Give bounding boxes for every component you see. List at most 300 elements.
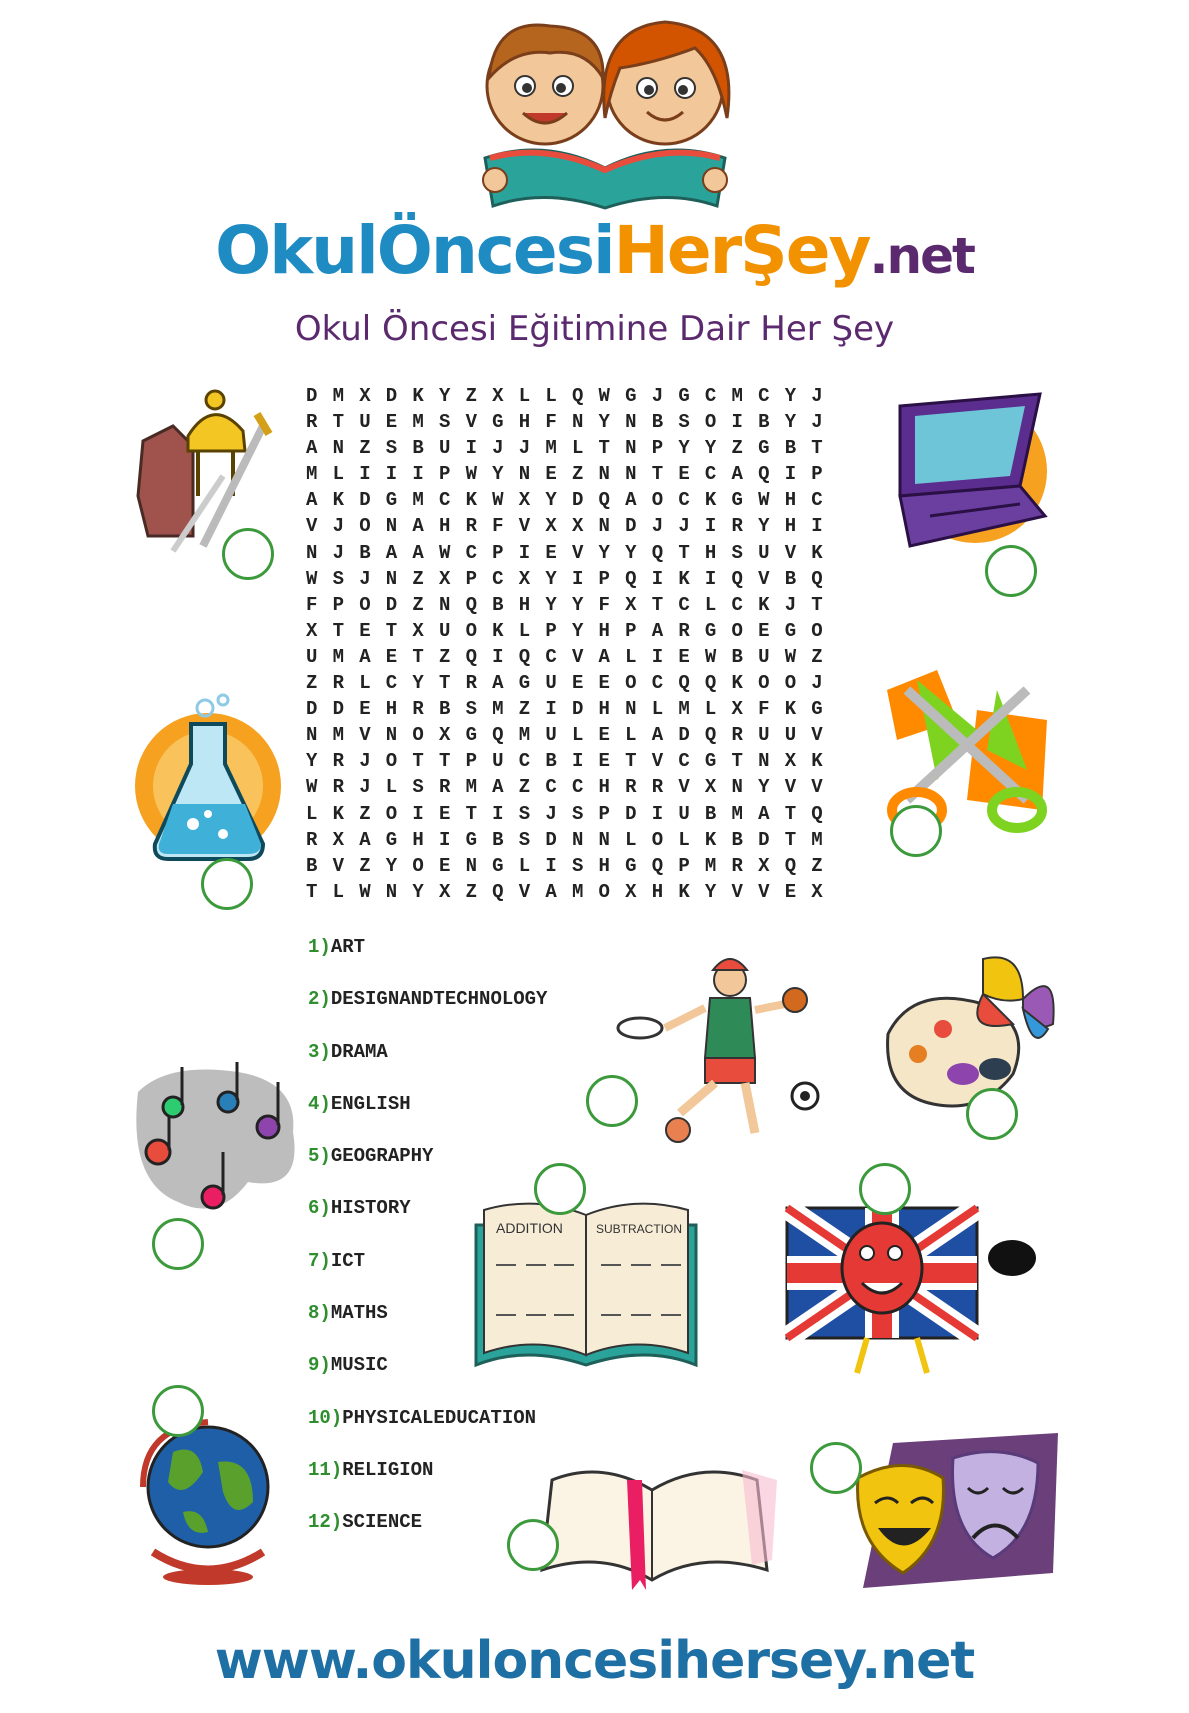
grid-letter[interactable]: J [545, 802, 557, 825]
grid-letter[interactable]: Z [306, 672, 318, 695]
grid-letter[interactable]: C [518, 750, 531, 773]
grid-letter[interactable]: B [704, 802, 717, 825]
grid-letter[interactable]: E [598, 672, 610, 695]
grid-letter[interactable]: B [545, 750, 557, 773]
grid-letter[interactable]: G [518, 672, 531, 695]
grid-letter[interactable]: M [332, 724, 344, 747]
grid-letter[interactable]: O [811, 619, 823, 642]
grid-letter[interactable]: V [306, 515, 318, 538]
grid-letter[interactable]: K [465, 489, 477, 512]
grid-letter[interactable]: D [306, 698, 318, 721]
grid-letter[interactable]: R [465, 515, 477, 538]
grid-letter[interactable]: Y [625, 541, 637, 564]
grid-letter[interactable]: E [571, 672, 584, 695]
grid-letter[interactable]: A [492, 672, 504, 695]
grid-letter[interactable]: I [492, 645, 504, 668]
grid-letter[interactable]: U [545, 672, 557, 695]
grid-letter[interactable]: W [438, 541, 451, 564]
grid-letter[interactable]: M [545, 437, 557, 460]
grid-letter[interactable]: X [758, 854, 770, 877]
grid-letter[interactable]: L [518, 619, 531, 642]
grid-letter[interactable]: I [438, 828, 451, 851]
grid-letter[interactable]: O [359, 593, 371, 616]
grid-letter[interactable]: K [678, 880, 690, 903]
grid-letter[interactable]: F [545, 411, 557, 434]
grid-letter[interactable]: C [704, 385, 717, 407]
grid-letter[interactable]: E [678, 645, 690, 668]
grid-letter[interactable]: R [625, 776, 637, 799]
grid-letter[interactable]: O [758, 672, 770, 695]
grid-letter[interactable]: S [385, 437, 398, 460]
grid-letter[interactable]: L [571, 437, 584, 460]
grid-letter[interactable]: Y [545, 489, 557, 512]
grid-letter[interactable]: Q [758, 463, 770, 486]
grid-letter[interactable]: V [731, 880, 743, 903]
grid-letter[interactable]: G [704, 750, 717, 773]
grid-letter[interactable]: T [385, 619, 398, 642]
grid-letter[interactable]: V [784, 541, 797, 564]
grid-letter[interactable]: G [704, 619, 717, 642]
grid-letter[interactable]: C [678, 489, 690, 512]
grid-letter[interactable]: I [412, 463, 424, 486]
grid-letter[interactable]: T [412, 645, 424, 668]
grid-letter[interactable]: A [359, 645, 371, 668]
grid-letter[interactable]: H [598, 854, 610, 877]
grid-letter[interactable]: N [571, 411, 584, 434]
grid-letter[interactable]: V [651, 750, 664, 773]
grid-letter[interactable]: A [625, 489, 637, 512]
grid-letter[interactable]: M [518, 724, 531, 747]
grid-letter[interactable]: T [465, 802, 477, 825]
grid-letter[interactable]: G [492, 854, 504, 877]
grid-letter[interactable]: N [625, 437, 637, 460]
grid-letter[interactable]: Y [412, 672, 424, 695]
grid-letter[interactable]: T [332, 619, 344, 642]
answer-circle-art[interactable] [890, 805, 942, 857]
grid-letter[interactable]: P [625, 619, 637, 642]
grid-letter[interactable]: L [571, 724, 584, 747]
grid-letter[interactable]: M [332, 645, 344, 668]
grid-letter[interactable]: V [758, 567, 770, 590]
grid-letter[interactable]: N [306, 724, 318, 747]
grid-letter[interactable]: T [784, 802, 797, 825]
grid-letter[interactable]: Z [731, 437, 743, 460]
grid-letter[interactable]: J [811, 672, 823, 695]
grid-letter[interactable]: D [385, 385, 398, 407]
grid-letter[interactable]: G [625, 385, 637, 407]
grid-letter[interactable]: O [465, 619, 477, 642]
grid-letter[interactable]: Y [784, 385, 797, 407]
grid-letter[interactable]: L [518, 854, 531, 877]
grid-letter[interactable]: P [598, 567, 610, 590]
grid-letter[interactable]: Y [385, 854, 398, 877]
grid-letter[interactable]: P [438, 463, 451, 486]
grid-letter[interactable]: W [359, 880, 371, 903]
grid-letter[interactable]: U [545, 724, 557, 747]
grid-letter[interactable]: K [704, 489, 717, 512]
grid-letter[interactable]: I [385, 463, 398, 486]
grid-letter[interactable]: T [306, 880, 318, 903]
grid-letter[interactable]: S [571, 802, 584, 825]
grid-letter[interactable]: G [385, 828, 398, 851]
answer-circle-ict[interactable] [985, 545, 1037, 597]
grid-letter[interactable]: M [465, 776, 477, 799]
grid-letter[interactable]: X [571, 515, 584, 538]
grid-letter[interactable]: A [306, 489, 318, 512]
grid-letter[interactable]: M [731, 802, 743, 825]
grid-letter[interactable]: L [332, 880, 344, 903]
grid-letter[interactable]: A [412, 541, 424, 564]
grid-letter[interactable]: Z [359, 802, 371, 825]
grid-letter[interactable]: I [518, 541, 531, 564]
grid-letter[interactable]: C [811, 489, 823, 512]
grid-letter[interactable]: F [306, 593, 318, 616]
grid-letter[interactable]: Q [598, 489, 610, 512]
grid-letter[interactable]: C [545, 776, 557, 799]
grid-letter[interactable]: C [731, 593, 743, 616]
grid-letter[interactable]: M [306, 463, 318, 486]
grid-letter[interactable]: I [704, 515, 717, 538]
grid-letter[interactable]: S [518, 828, 531, 851]
answer-circle-science[interactable] [201, 858, 253, 910]
grid-letter[interactable]: R [731, 724, 743, 747]
grid-letter[interactable]: R [731, 854, 743, 877]
grid-letter[interactable]: R [678, 619, 690, 642]
grid-letter[interactable]: I [571, 567, 584, 590]
grid-letter[interactable]: Z [412, 567, 424, 590]
grid-letter[interactable]: O [731, 619, 743, 642]
grid-letter[interactable]: T [625, 750, 637, 773]
grid-letter[interactable]: T [678, 541, 690, 564]
grid-letter[interactable]: V [811, 776, 823, 799]
grid-letter[interactable]: I [784, 463, 797, 486]
grid-letter[interactable]: U [678, 802, 690, 825]
grid-letter[interactable]: E [385, 645, 398, 668]
grid-letter[interactable]: Q [492, 880, 504, 903]
answer-circle-religion[interactable] [507, 1519, 559, 1571]
grid-letter[interactable]: P [492, 541, 504, 564]
grid-letter[interactable]: X [625, 593, 637, 616]
grid-letter[interactable]: M [704, 854, 717, 877]
grid-letter[interactable]: D [758, 828, 770, 851]
grid-letter[interactable]: S [571, 854, 584, 877]
grid-letter[interactable]: J [332, 515, 344, 538]
grid-letter[interactable]: T [438, 672, 451, 695]
grid-letter[interactable]: J [811, 411, 823, 434]
grid-letter[interactable]: H [385, 698, 398, 721]
grid-letter[interactable]: K [332, 489, 344, 512]
grid-letter[interactable]: S [465, 698, 477, 721]
grid-letter[interactable]: Q [625, 567, 637, 590]
grid-letter[interactable]: E [545, 463, 557, 486]
grid-letter[interactable]: V [758, 880, 770, 903]
answer-circle-geography[interactable] [152, 1385, 204, 1437]
grid-letter[interactable]: J [359, 776, 371, 799]
grid-letter[interactable]: H [598, 698, 610, 721]
grid-letter[interactable]: M [731, 385, 743, 407]
grid-letter[interactable]: J [784, 593, 797, 616]
grid-letter[interactable]: O [412, 854, 424, 877]
grid-letter[interactable]: O [704, 411, 717, 434]
grid-letter[interactable]: D [332, 698, 344, 721]
grid-letter[interactable]: L [625, 828, 637, 851]
grid-letter[interactable]: V [678, 776, 690, 799]
grid-letter[interactable]: Y [758, 515, 770, 538]
grid-letter[interactable]: G [385, 489, 398, 512]
grid-letter[interactable]: R [412, 698, 424, 721]
grid-letter[interactable]: B [438, 698, 451, 721]
grid-letter[interactable]: T [651, 593, 664, 616]
grid-letter[interactable]: A [545, 880, 557, 903]
grid-letter[interactable]: T [332, 411, 344, 434]
grid-letter[interactable]: R [332, 750, 344, 773]
grid-letter[interactable]: W [492, 489, 504, 512]
grid-letter[interactable]: Q [678, 672, 690, 695]
grid-letter[interactable]: P [465, 567, 477, 590]
grid-letter[interactable]: D [359, 489, 371, 512]
grid-letter[interactable]: Y [758, 776, 770, 799]
grid-letter[interactable]: B [306, 854, 318, 877]
grid-letter[interactable]: F [492, 515, 504, 538]
grid-letter[interactable]: E [438, 854, 451, 877]
grid-letter[interactable]: S [412, 776, 424, 799]
grid-letter[interactable]: N [625, 463, 637, 486]
grid-letter[interactable]: W [758, 489, 770, 512]
grid-letter[interactable]: I [545, 698, 557, 721]
grid-letter[interactable]: T [651, 463, 664, 486]
grid-letter[interactable]: O [651, 828, 664, 851]
grid-letter[interactable]: X [784, 750, 797, 773]
grid-letter[interactable]: Z [811, 854, 823, 877]
grid-letter[interactable]: L [678, 828, 690, 851]
grid-letter[interactable]: L [625, 724, 637, 747]
grid-letter[interactable]: K [811, 750, 823, 773]
grid-letter[interactable]: N [731, 776, 743, 799]
grid-letter[interactable]: Q [811, 802, 823, 825]
grid-letter[interactable]: S [438, 411, 451, 434]
answer-circle-drama[interactable] [810, 1442, 862, 1494]
grid-letter[interactable]: I [545, 854, 557, 877]
grid-letter[interactable]: A [385, 541, 398, 564]
grid-letter[interactable]: D [571, 489, 584, 512]
grid-letter[interactable]: E [678, 463, 690, 486]
grid-letter[interactable]: A [412, 515, 424, 538]
grid-letter[interactable]: U [306, 645, 318, 668]
grid-letter[interactable]: P [332, 593, 344, 616]
grid-letter[interactable]: X [306, 619, 318, 642]
grid-letter[interactable]: A [731, 463, 743, 486]
grid-letter[interactable]: X [704, 776, 717, 799]
grid-letter[interactable]: Q [465, 593, 477, 616]
grid-letter[interactable]: P [678, 854, 690, 877]
grid-letter[interactable]: E [438, 802, 451, 825]
grid-letter[interactable]: B [492, 828, 504, 851]
grid-letter[interactable]: Z [518, 698, 531, 721]
grid-letter[interactable]: T [598, 437, 610, 460]
grid-letter[interactable]: I [465, 437, 477, 460]
grid-letter[interactable]: Q [518, 645, 531, 668]
grid-letter[interactable]: U [758, 541, 770, 564]
grid-letter[interactable]: V [518, 515, 531, 538]
grid-letter[interactable]: D [678, 724, 690, 747]
grid-letter[interactable]: Y [784, 411, 797, 434]
grid-letter[interactable]: J [651, 385, 664, 407]
grid-letter[interactable]: Y [704, 880, 717, 903]
grid-letter[interactable]: Q [651, 854, 664, 877]
grid-letter[interactable]: A [651, 619, 664, 642]
grid-letter[interactable]: J [359, 750, 371, 773]
grid-letter[interactable]: F [758, 698, 770, 721]
grid-letter[interactable]: H [704, 541, 717, 564]
grid-letter[interactable]: O [385, 802, 398, 825]
grid-letter[interactable]: N [385, 567, 398, 590]
grid-letter[interactable]: X [518, 567, 531, 590]
answer-circle-physical-education[interactable] [586, 1075, 638, 1127]
grid-letter[interactable]: B [731, 828, 743, 851]
grid-letter[interactable]: B [758, 411, 770, 434]
grid-letter[interactable]: A [758, 802, 770, 825]
grid-letter[interactable]: E [545, 541, 557, 564]
grid-letter[interactable]: V [465, 411, 477, 434]
grid-letter[interactable]: B [651, 411, 664, 434]
grid-letter[interactable]: D [571, 698, 584, 721]
answer-circle-art-palette[interactable] [966, 1088, 1018, 1140]
grid-letter[interactable]: Y [492, 463, 504, 486]
grid-letter[interactable]: W [704, 645, 717, 668]
grid-letter[interactable]: B [784, 437, 797, 460]
grid-letter[interactable]: H [598, 619, 610, 642]
grid-letter[interactable]: Y [545, 593, 557, 616]
grid-letter[interactable]: K [811, 541, 823, 564]
grid-letter[interactable]: J [492, 437, 504, 460]
grid-letter[interactable]: M [492, 698, 504, 721]
grid-letter[interactable]: Y [571, 593, 584, 616]
grid-letter[interactable]: I [412, 802, 424, 825]
grid-letter[interactable]: K [332, 802, 344, 825]
grid-letter[interactable]: M [678, 698, 690, 721]
grid-letter[interactable]: D [625, 802, 637, 825]
grid-letter[interactable]: F [598, 593, 610, 616]
grid-letter[interactable]: S [731, 541, 743, 564]
grid-letter[interactable]: N [598, 515, 610, 538]
grid-letter[interactable]: Q [811, 567, 823, 590]
grid-letter[interactable]: V [359, 724, 371, 747]
grid-letter[interactable]: D [385, 593, 398, 616]
grid-letter[interactable]: H [784, 489, 797, 512]
grid-letter[interactable]: S [518, 802, 531, 825]
grid-letter[interactable]: Y [598, 541, 610, 564]
grid-letter[interactable]: H [651, 880, 664, 903]
grid-letter[interactable]: L [704, 593, 717, 616]
grid-letter[interactable]: R [651, 776, 664, 799]
grid-letter[interactable]: I [651, 802, 664, 825]
grid-letter[interactable]: A [492, 776, 504, 799]
grid-letter[interactable]: W [306, 567, 318, 590]
grid-letter[interactable]: Q [704, 724, 717, 747]
grid-letter[interactable]: N [625, 698, 637, 721]
grid-letter[interactable]: Z [359, 854, 371, 877]
grid-letter[interactable]: K [412, 385, 424, 407]
grid-letter[interactable]: C [465, 541, 477, 564]
grid-letter[interactable]: Z [465, 385, 477, 407]
grid-letter[interactable]: K [678, 567, 690, 590]
grid-letter[interactable]: C [678, 593, 690, 616]
grid-letter[interactable]: J [359, 567, 371, 590]
grid-letter[interactable]: Y [412, 880, 424, 903]
grid-letter[interactable]: K [704, 828, 717, 851]
answer-circle-english[interactable] [859, 1163, 911, 1215]
grid-letter[interactable]: R [332, 776, 344, 799]
grid-letter[interactable]: E [385, 411, 398, 434]
grid-letter[interactable]: C [492, 567, 504, 590]
grid-letter[interactable]: Z [811, 645, 823, 668]
grid-letter[interactable]: I [359, 463, 371, 486]
grid-letter[interactable]: Q [465, 645, 477, 668]
grid-letter[interactable]: X [438, 880, 451, 903]
grid-letter[interactable]: D [545, 828, 557, 851]
grid-letter[interactable]: C [545, 645, 557, 668]
grid-letter[interactable]: X [811, 880, 823, 903]
grid-letter[interactable]: N [465, 854, 477, 877]
grid-letter[interactable]: A [359, 828, 371, 851]
grid-letter[interactable]: P [598, 802, 610, 825]
grid-letter[interactable]: I [704, 567, 717, 590]
grid-letter[interactable]: G [784, 619, 797, 642]
grid-letter[interactable]: U [758, 645, 770, 668]
grid-letter[interactable]: X [359, 385, 371, 407]
grid-letter[interactable]: O [385, 750, 398, 773]
grid-letter[interactable]: N [332, 437, 344, 460]
grid-letter[interactable]: X [545, 515, 557, 538]
grid-letter[interactable]: H [518, 593, 531, 616]
grid-letter[interactable]: D [306, 385, 318, 407]
grid-letter[interactable]: Q [704, 672, 717, 695]
grid-letter[interactable]: K [784, 698, 797, 721]
grid-letter[interactable]: Q [784, 854, 797, 877]
grid-letter[interactable]: Y [704, 437, 717, 460]
grid-letter[interactable]: N [518, 463, 531, 486]
grid-letter[interactable]: R [731, 515, 743, 538]
grid-letter[interactable]: L [704, 698, 717, 721]
grid-letter[interactable]: T [412, 750, 424, 773]
grid-letter[interactable]: T [438, 750, 451, 773]
grid-letter[interactable]: L [651, 698, 664, 721]
grid-letter[interactable]: L [545, 385, 557, 407]
grid-letter[interactable]: V [571, 541, 584, 564]
grid-letter[interactable]: D [625, 515, 637, 538]
grid-letter[interactable]: E [359, 698, 371, 721]
grid-letter[interactable]: N [571, 828, 584, 851]
grid-letter[interactable]: P [545, 619, 557, 642]
answer-circle-history[interactable] [222, 528, 274, 580]
grid-letter[interactable]: Y [306, 750, 318, 773]
grid-letter[interactable]: U [359, 411, 371, 434]
grid-letter[interactable]: G [758, 437, 770, 460]
grid-letter[interactable]: I [571, 750, 584, 773]
grid-letter[interactable]: W [598, 385, 610, 407]
grid-letter[interactable]: E [758, 619, 770, 642]
grid-letter[interactable]: L [359, 672, 371, 695]
grid-letter[interactable]: C [758, 385, 770, 407]
grid-letter[interactable]: B [784, 567, 797, 590]
grid-letter[interactable]: I [651, 567, 664, 590]
grid-letter[interactable]: Y [545, 567, 557, 590]
grid-letter[interactable]: I [651, 645, 664, 668]
grid-letter[interactable]: Y [678, 437, 690, 460]
grid-letter[interactable]: K [758, 593, 770, 616]
grid-letter[interactable]: H [518, 411, 531, 434]
footer-website-url[interactable]: www.okuloncesihersey.net [214, 1631, 975, 1691]
